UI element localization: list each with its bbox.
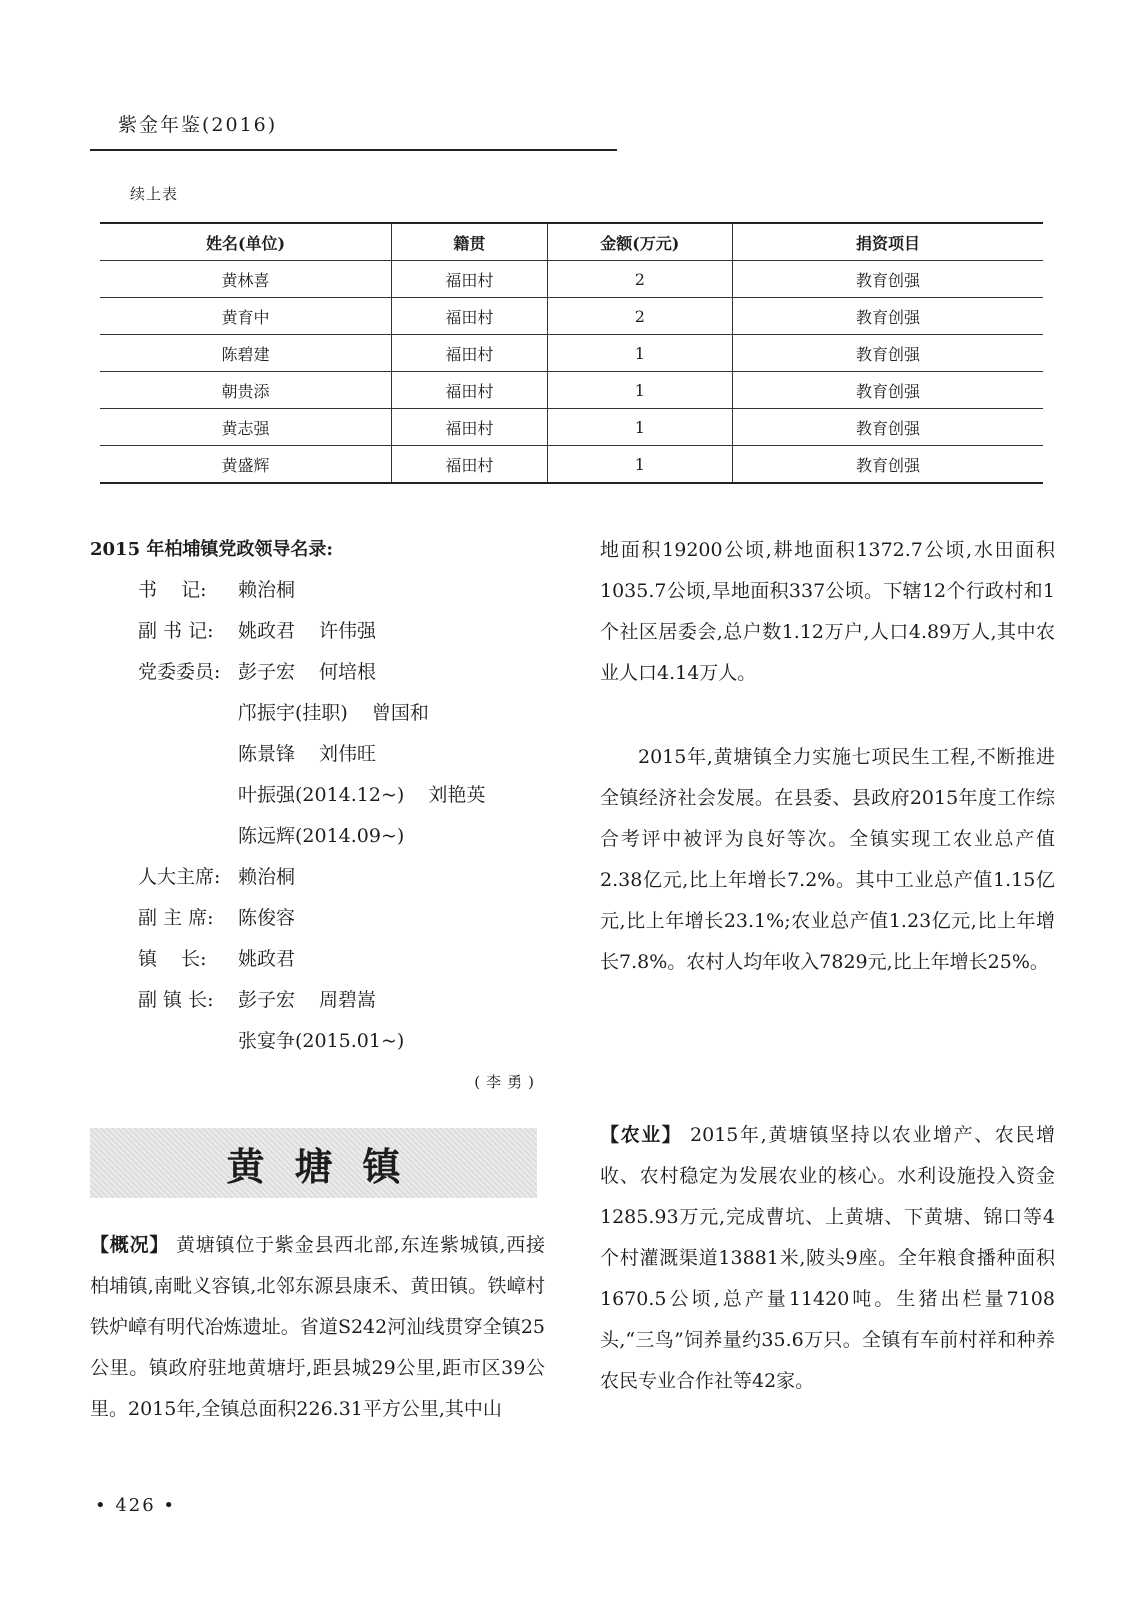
cell-amount: 1 bbox=[547, 372, 732, 409]
column-header-project: 捐资项目 bbox=[733, 223, 1043, 261]
leader-row bbox=[90, 570, 550, 611]
leader-row bbox=[90, 734, 550, 775]
cell-name: 黄盛辉 bbox=[100, 446, 392, 484]
leader-role: 人大主席: bbox=[138, 866, 221, 888]
cell-amount: 2 bbox=[547, 298, 732, 335]
leader-names: 叶振强(2014.12~) 刘艳英 bbox=[238, 784, 486, 806]
page-number: • 426 • bbox=[95, 1495, 177, 1516]
agriculture-text: 2015年,黄塘镇坚持以农业增产、农民增收、农村稳定为发展农业的核心。水利设施投入资金1285.93万元,完成曹坑、上黄塘、下黄塘、锦口等4个村灌溉渠道13881米,陂头9座。全年粮食播种面积1670.5公顷,总产量11420吨。生猪出栏量7108头,“三鸟”饲养量约35.6万只。全镇有车前村祥和种养农民专业合作社等42家。 bbox=[600, 1124, 1055, 1392]
leader-names: 赖治桐 bbox=[238, 579, 296, 601]
cell-project: 教育创强 bbox=[733, 261, 1043, 298]
cell-name: 黄志强 bbox=[100, 409, 392, 446]
leader-row bbox=[90, 652, 550, 693]
leader-role: 书 记: bbox=[138, 579, 207, 601]
cell-origin: 福田村 bbox=[392, 409, 548, 446]
leader-names: 邝振宇(挂职) 曾国和 bbox=[238, 702, 429, 724]
leader-names: 张宴争(2015.01~) bbox=[238, 1030, 405, 1052]
table-header-row bbox=[100, 223, 1043, 261]
leader-names: 姚政君 bbox=[238, 948, 296, 970]
continuation-label: 续上表 bbox=[130, 185, 179, 203]
overview-text: 黄塘镇位于紫金县西北部,东连紫城镇,西接柏埔镇,南毗义容镇,北邻东源县康禾、黄田镇。铁嶂村铁炉嶂有明代冶炼遗址。省道S242河汕线贯穿全镇25公里。镇政府驻地黄塘圩,距县城29公里,距市区39公里。2015年,全镇总面积226.31平方公里,其中山 bbox=[90, 1234, 545, 1420]
column-header-name: 姓名(单位) bbox=[100, 223, 392, 261]
overview-continuation-paragraph: 地面积19200公顷,耕地面积1372.7公顷,水田面积1035.7公顷,旱地面积337公顷。下辖12个行政村和1个社区居委会,总户数1.12万户,人口4.89万人,其中农业人口4.14万人。 bbox=[600, 539, 1055, 684]
cell-amount: 2 bbox=[547, 261, 732, 298]
section-title: 黄塘镇 bbox=[226, 1143, 431, 1189]
overview-paragraph bbox=[90, 1225, 545, 1430]
leader-row bbox=[90, 816, 550, 857]
cell-project: 教育创强 bbox=[733, 446, 1043, 484]
table-row bbox=[100, 298, 1043, 335]
leaders-title: 2015 年柏埔镇党政领导名录: bbox=[90, 539, 334, 560]
overview-tag: 【概况】 bbox=[90, 1234, 170, 1256]
leader-row bbox=[90, 980, 550, 1021]
leaders-list bbox=[90, 530, 550, 1102]
table-row bbox=[100, 372, 1043, 409]
table-row bbox=[100, 409, 1043, 446]
cell-name: 黄林喜 bbox=[100, 261, 392, 298]
header-rule bbox=[90, 149, 617, 151]
development-paragraph: 2015年,黄塘镇全力实施七项民生工程,不断推进全镇经济社会发展。在县委、县政府2015年度工作综合考评中被评为良好等次。全镇实现工农业总产值2.38亿元,比上年增长7.2%。其中工业总产值1.15亿元,比上年增长23.1%;农业总产值1.23亿元,比上年增长7.8%。农村人均年收入7829元,比上年增长25%。 bbox=[600, 746, 1055, 973]
leader-names: 姚政君 许伟强 bbox=[238, 620, 377, 642]
agriculture-tag: 【农业】 bbox=[600, 1124, 683, 1146]
leader-role: 镇 长: bbox=[138, 948, 207, 970]
cell-project: 教育创强 bbox=[733, 372, 1043, 409]
leader-row bbox=[90, 693, 550, 734]
cell-name: 朝贵添 bbox=[100, 372, 392, 409]
header-title: 紫金年鉴(2016) bbox=[118, 114, 278, 136]
agriculture-paragraph bbox=[600, 1115, 1055, 1402]
leader-row bbox=[90, 939, 550, 980]
leader-role: 党委委员: bbox=[138, 661, 221, 683]
leader-role: 副 镇 长: bbox=[138, 989, 214, 1011]
cell-amount: 1 bbox=[547, 335, 732, 372]
leader-names: 陈景锋 刘伟旺 bbox=[238, 743, 377, 765]
cell-project: 教育创强 bbox=[733, 409, 1043, 446]
leader-role: 副 主 席: bbox=[138, 907, 214, 929]
cell-project: 教育创强 bbox=[733, 335, 1043, 372]
leader-role: 副 书 记: bbox=[138, 620, 214, 642]
leader-names: 陈远辉(2014.09~) bbox=[238, 825, 405, 847]
cell-project: 教育创强 bbox=[733, 298, 1043, 335]
leader-row bbox=[90, 775, 550, 816]
cell-origin: 福田村 bbox=[392, 372, 548, 409]
leader-row bbox=[90, 857, 550, 898]
leader-row bbox=[90, 611, 550, 652]
section-banner bbox=[90, 1128, 537, 1198]
cell-origin: 福田村 bbox=[392, 335, 548, 372]
leader-names: 陈俊容 bbox=[238, 907, 296, 929]
leader-names: 赖治桐 bbox=[238, 866, 296, 888]
cell-origin: 福田村 bbox=[392, 298, 548, 335]
column-header-origin: 籍贯 bbox=[392, 223, 548, 261]
column-header-amount: 金额(万元) bbox=[547, 223, 732, 261]
leader-names: 彭子宏 周碧嵩 bbox=[238, 989, 377, 1011]
author-credit: (李勇) bbox=[474, 1073, 540, 1091]
table-row bbox=[100, 261, 1043, 298]
cell-origin: 福田村 bbox=[392, 446, 548, 484]
cell-name: 陈碧建 bbox=[100, 335, 392, 372]
leader-names: 彭子宏 何培根 bbox=[238, 661, 377, 683]
cell-amount: 1 bbox=[547, 409, 732, 446]
cell-name: 黄育中 bbox=[100, 298, 392, 335]
cell-origin: 福田村 bbox=[392, 261, 548, 298]
cell-amount: 1 bbox=[547, 446, 732, 484]
table-row bbox=[100, 335, 1043, 372]
leader-row bbox=[90, 898, 550, 939]
table-row bbox=[100, 446, 1043, 484]
leader-row bbox=[90, 1021, 550, 1062]
donation-table bbox=[100, 222, 1043, 484]
